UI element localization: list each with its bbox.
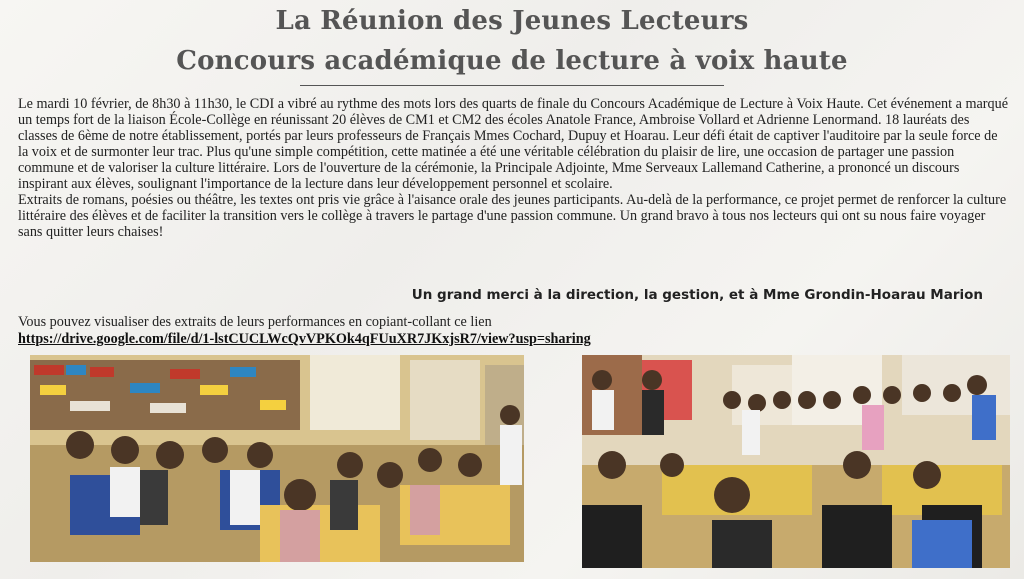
page-title-line2: Concours académique de lecture à voix haute	[176, 46, 848, 76]
page-title-line1: La Réunion des Jeunes Lecteurs	[275, 6, 749, 36]
photo-students-seated	[30, 355, 524, 562]
article-body	[18, 96, 1008, 240]
photo-students-standing	[582, 355, 1010, 568]
article-paragraph-2: Extraits de romans, poésies ou théâtre, les textes ont pris vie grâce à l'aisance orale des jeunes participants. Au-delà de la performance, ce projet permet de renforcer la culture littéraire des élèves et de faciliter la transition vers le collège à travers le partage d'une passion commune. Un grand bravo à tous nos lecteurs qui ont su nous faire voyager sans quitter leurs chaises!	[18, 192, 1007, 240]
thanks-line: Un grand merci à la direction, la gestion, et à Mme Grondin-Hoarau Marion	[411, 287, 983, 303]
article-paragraph-1: Le mardi 10 février, de 8h30 à 11h30, le CDI a vibré au rythme des mots lors des quarts de finale du Concours Académique de Lecture à Voix Haute. Cet événement a marqué un temps fort de la liaison École-Collège en réunissant 20 élèves de CM1 et CM2 des écoles Anatole France, Ambroise Vollard et Adrienne Lenormand. 18 lauréats des classes de 6ème de notre établissement, portés par leurs professeurs de Français Mmes Cochard, Dupuy et Hoarau. Leur défi était de captiver l'auditoire par la seule force de la voix et de surmonter leur trac. Plus qu'une simple compétition, cette matinée a été une véritable célébration du plaisir de lire, une occasion de partager une passion commune et de valoriser la culture littéraire. Lors de l'ouverture de la cérémonie, la Principale Adjointe, Mme Serveaux Lallemand Catherine, a prononcé un discours inspirant aux élèves, soulignant l'importance de la lecture dans leur développement personnel et scolaire.	[18, 96, 1009, 192]
title-divider	[300, 85, 724, 86]
drive-link[interactable]: https://drive.google.com/file/d/1-lstCUCLWcQvVPKOk4qFUuXR7JKxjsR7/view?usp=sharing	[18, 331, 591, 347]
video-instruction: Vous pouvez visualiser des extraits de leurs performances en copiant-collant ce lien	[18, 314, 492, 330]
